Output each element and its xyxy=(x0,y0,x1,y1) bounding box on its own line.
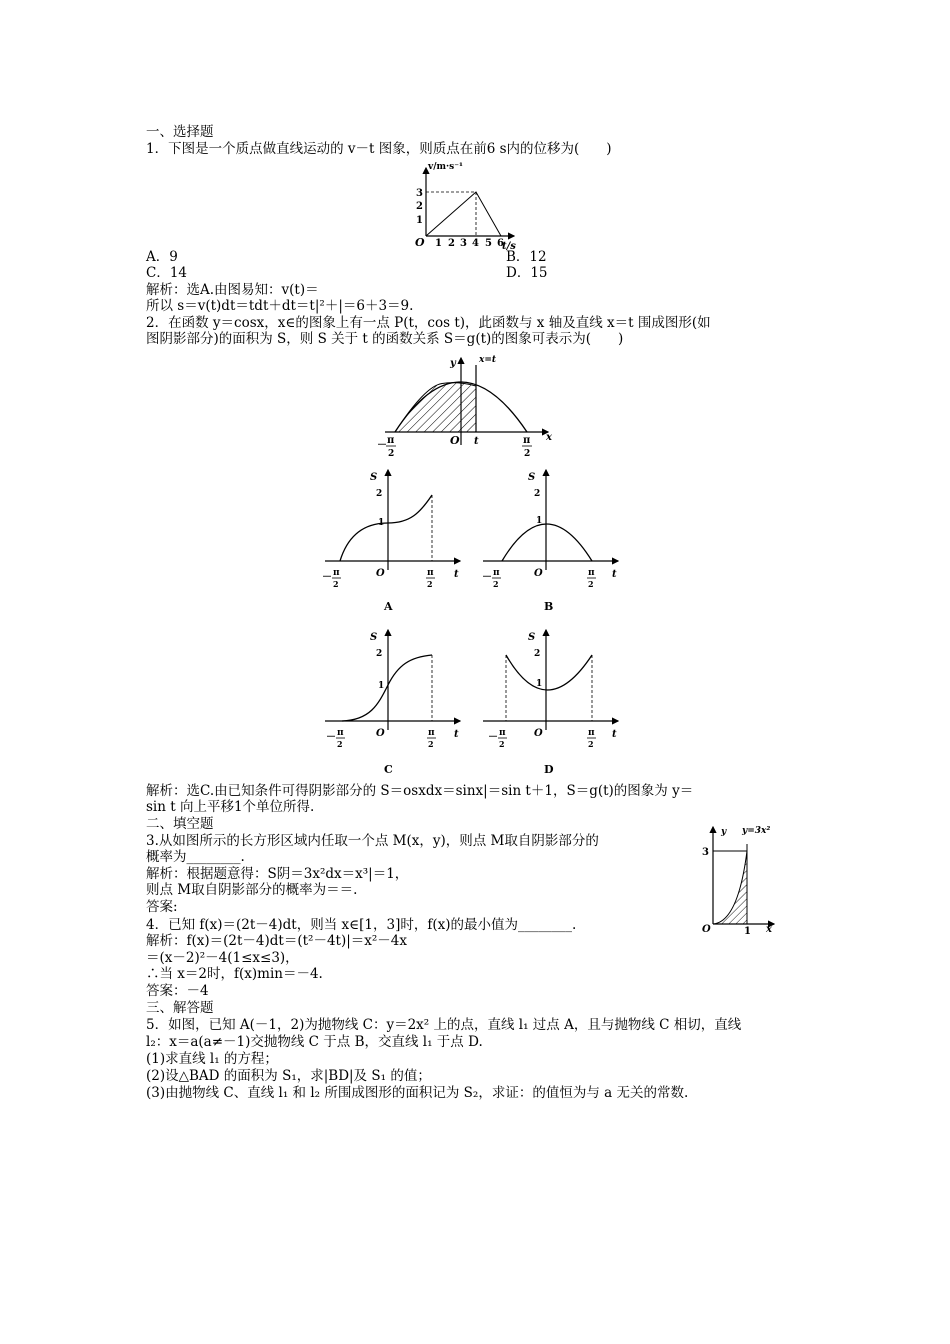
q4-solution-line-3: ∴当 x＝2时，f(x)min＝－4. xyxy=(146,966,323,982)
q1-solution-line-2: 所以 s＝v(t)dt＝tdt＋dt＝t|²＋|＝6＋3＝9. xyxy=(146,298,414,314)
q3-solution-line-2: 则点 M取自阴影部分的概率为＝＝. xyxy=(146,882,358,898)
choice-a-right-den: 2 xyxy=(427,579,433,589)
q1-option-d: D．15 xyxy=(506,265,548,281)
q3-graph-tick-3: 3 xyxy=(702,847,709,858)
choice-d-minus: － xyxy=(488,732,498,743)
question-5-part-3: (3)由抛物线 C、直线 l₁ 和 l₂ 所围成图形的面积记为 S₂，求证：的值恒为与 a 无关的常数. xyxy=(146,1085,689,1101)
question-4-stem: 4．已知 f(x)＝(2t－4)dt，则当 x∈[1，3]时，f(x)的最小值为________. xyxy=(146,917,577,933)
choice-b-left-den: 2 xyxy=(493,579,499,589)
q3-rectangle-region-graph xyxy=(696,822,786,937)
choice-d-ylabel: S xyxy=(528,632,536,643)
choice-b-right-den: 2 xyxy=(588,579,594,589)
q1-xtick-3: 3 xyxy=(460,238,467,249)
choice-a-left-pi: π xyxy=(333,568,340,578)
q2-left-tick-den: 2 xyxy=(388,449,395,459)
q1-velocity-time-graph xyxy=(396,158,526,252)
q3-answer: 答案: xyxy=(146,899,178,915)
choice-c-xlabel: t xyxy=(454,729,459,740)
choice-d-origin: O xyxy=(534,728,543,739)
q2-graph-ylabel: y xyxy=(450,358,456,369)
q2-choice-graph-d xyxy=(478,625,628,775)
choice-b-label: B xyxy=(544,600,554,613)
q2-right-tick-pi: π xyxy=(523,435,531,446)
choice-c-ylabel: S xyxy=(370,632,378,643)
q1-xtick-5: 5 xyxy=(485,238,492,249)
q1-solution-line-1: 解析：选A.由图易知：v(t)＝ xyxy=(146,282,319,298)
q2-graph-xlabel: x xyxy=(546,432,552,443)
q1-xtick-2: 2 xyxy=(448,238,455,249)
choice-c-label: C xyxy=(384,763,393,776)
choice-b-origin: O xyxy=(534,568,543,579)
choice-c-left-pi: π xyxy=(337,728,344,738)
question-5-part-1: (1)求直线 l₁ 的方程； xyxy=(146,1051,278,1067)
section-heading-fill: 二、填空题 xyxy=(146,816,214,832)
choice-b-left-pi: π xyxy=(493,568,500,578)
choice-c-origin: O xyxy=(376,728,385,739)
question-5-part-2: (2)设△BAD 的面积为 S₁，求|BD|及 S₁ 的值； xyxy=(146,1068,431,1084)
choice-a-ylabel: S xyxy=(370,472,378,483)
choice-d-right-pi: π xyxy=(588,728,595,738)
q1-graph-xlabel: t/s xyxy=(502,241,516,252)
choice-d-xlabel: t xyxy=(612,729,617,740)
question-5-stem-line-1: 5．如图，已知 A(－1，2)为抛物线 C：y＝2x² 上的点，直线 l₁ 过点 A，且与抛物线 C 相切，直线 xyxy=(146,1017,742,1033)
q4-solution-line-2: ＝(x－2)²－4(1≤x≤3)， xyxy=(146,950,299,966)
q2-graph-line-label: x=t xyxy=(479,355,497,365)
choice-b-tick-1: 1 xyxy=(536,516,543,526)
choice-b-minus: － xyxy=(482,572,492,583)
choice-c-tick-2: 2 xyxy=(376,649,383,659)
question-3-stem-line-1: 3.从如图所示的长方形区域内任取一个点 M(x，y)，则点 M取自阴影部分的 xyxy=(146,833,599,849)
q2-choice-graph-c xyxy=(320,625,470,775)
q4-answer: 答案：－4 xyxy=(146,983,209,999)
choice-c-right-den: 2 xyxy=(428,739,434,749)
choice-a-right-pi: π xyxy=(427,568,434,578)
choice-b-tick-2: 2 xyxy=(534,489,541,499)
q3-graph-origin: O xyxy=(702,924,711,935)
q1-ytick-1: 1 xyxy=(416,215,423,226)
choice-c-tick-1: 1 xyxy=(378,681,385,691)
question-2-stem-line-1: 2．在函数 y＝cosx，x∈的图象上有一点 P(t，cos t)，此函数与 x 轴及直线 x＝t 围成图形(如 xyxy=(146,315,711,331)
q2-left-tick-pi: π xyxy=(387,435,395,446)
q1-option-c: C．14 xyxy=(146,265,188,281)
q2-right-tick-den: 2 xyxy=(524,449,531,459)
choice-a-minus: － xyxy=(322,572,332,583)
section-heading-solve: 三、解答题 xyxy=(146,1000,214,1016)
q1-ytick-2: 2 xyxy=(416,201,423,212)
question-1-stem: 1．下图是一个质点做直线运动的 v－t 图象，则质点在前6 s内的位移为( ) xyxy=(146,141,612,157)
q2-choice-graph-b xyxy=(478,465,628,615)
q1-ytick-3: 3 xyxy=(416,188,423,199)
q1-option-b: B．12 xyxy=(506,249,547,265)
choice-b-xlabel: t xyxy=(612,569,617,580)
choice-c-right-pi: π xyxy=(428,728,435,738)
q4-solution-line-1: 解析：f(x)＝(2t－4)dt＝(t²－4t)|＝x²－4x xyxy=(146,933,408,949)
q2-choice-graph-a xyxy=(320,465,470,615)
q3-graph-xlabel: x xyxy=(766,924,772,935)
q3-graph-ylabel: y xyxy=(721,827,727,837)
choice-d-tick-1: 1 xyxy=(536,679,543,689)
choice-b-ylabel: S xyxy=(528,472,536,483)
question-2-stem-line-2: 图阴影部分)的面积为 S，则 S 关于 t 的函数关系 S＝g(t)的图象可表示为( ) xyxy=(146,331,624,347)
choice-d-label: D xyxy=(544,763,554,776)
choice-a-left-den: 2 xyxy=(333,579,339,589)
choice-d-right-den: 2 xyxy=(588,739,594,749)
question-3-stem-line-2: 概率为________. xyxy=(146,849,245,865)
q3-graph-curve-label: y=3x² xyxy=(742,826,771,836)
q1-graph-ylabel: v/m·s⁻¹ xyxy=(428,162,463,172)
choice-a-tick-1: 1 xyxy=(378,518,385,528)
q2-solution-line-1: 解析：选C.由已知条件可得阴影部分的 S＝osxdx＝sinx|＝sin t＋1，S＝g(t)的图象为 y＝ xyxy=(146,783,694,799)
choice-d-tick-2: 2 xyxy=(534,649,541,659)
section-heading-choice: 一、选择题 xyxy=(146,124,214,140)
choice-c-minus: － xyxy=(326,732,336,743)
q1-xtick-1: 1 xyxy=(435,238,442,249)
q2-cosine-area-graph xyxy=(370,350,560,460)
q1-option-a: A．9 xyxy=(146,249,178,265)
q3-solution-line-1: 解析：根据题意得：S阴＝3x²dx＝x³|＝1， xyxy=(146,866,409,882)
q2-solution-line-2: sin t 向上平移1个单位所得. xyxy=(146,799,315,815)
q2-graph-origin: O xyxy=(450,434,460,447)
q2-graph-t-label: t xyxy=(474,436,479,447)
choice-d-left-pi: π xyxy=(499,728,506,738)
choice-b-right-pi: π xyxy=(588,568,595,578)
q1-xtick-6: 6 xyxy=(497,238,504,249)
q2-left-minus: － xyxy=(377,440,387,451)
choice-a-tick-2: 2 xyxy=(376,489,383,499)
q3-graph-tick-1: 1 xyxy=(744,926,751,937)
choice-c-left-den: 2 xyxy=(337,739,343,749)
choice-d-left-den: 2 xyxy=(499,739,505,749)
choice-a-origin: O xyxy=(376,568,385,579)
q1-xtick-4: 4 xyxy=(472,238,479,249)
choice-a-label: A xyxy=(384,600,393,613)
question-5-stem-line-2: l₂：x＝a(a≠－1)交抛物线 C 于点 B，交直线 l₁ 于点 D. xyxy=(146,1034,483,1050)
q1-graph-origin: O xyxy=(415,236,425,249)
choice-a-xlabel: t xyxy=(454,569,459,580)
